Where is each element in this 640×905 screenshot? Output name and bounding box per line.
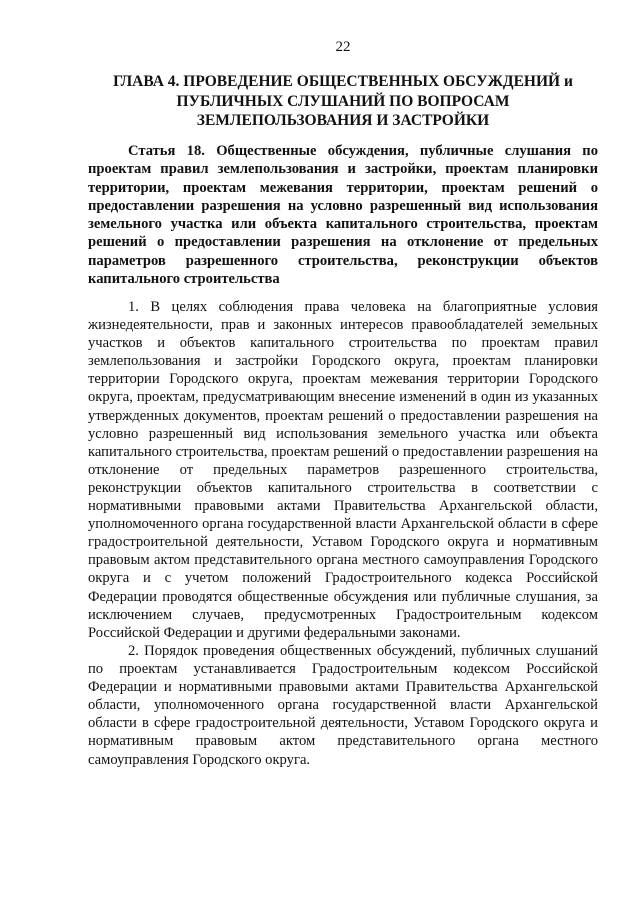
- chapter-title: ГЛАВА 4. ПРОВЕДЕНИЕ ОБЩЕСТВЕННЫХ ОБСУЖДЕНИЙ и ПУБЛИЧНЫХ СЛУШАНИЙ ПО ВОПРОСАМ ЗЕМЛЕПОЛЬЗОВАНИЯ И ЗАСТРОЙКИ: [113, 73, 573, 129]
- paragraph-2: 2. Порядок проведения общественных обсуждений, публичных слушаний по проектам устанавливается Градостроительным кодексом Российской Федерации и нормативными правовыми актами Правительства Архангельской области, уполномоченного органа государственной власти Архангельской области в сфере градостроительной деятельности, Уставом Городского округа и нормативным правовым актом представительного органа местного самоуправления Городского округа.: [88, 643, 598, 768]
- article-title: Статья 18. Общественные обсуждения, публичные слушания по проектам правил землепользования и застройки, проектам планировки территории, проектам межевания территории, проектам решений о предоставлении разрешения на условно разрешенный вид использования земельного участка или объекта капитального строительства, проектам решений о предоставлении разрешения на отклонение от предельных параметров разрешенного строительства, реконструкции объектов капитального строительства: [88, 143, 598, 288]
- page-number: 22: [335, 39, 351, 55]
- paragraph-1: 1. В целях соблюдения права человека на благоприятные условия жизнедеятельности, прав и законных интересов правообладателей земельных участков и объектов капитального строительства по проектам правил землепользования и застройки Городского округа, проектам планировки территории Городского округа, проектам межевания территории Городского округа, проектам, предусматривающим внесение изменений в один из указанных утвержденных документов, проектам решений о предоставлении разрешения на условно разрешенный вид использования земельного участка или объекта капитального строительства, проектам решений о предоставлении разрешения на отклонение от предельных параметров разрешенного строительства, реконструкции объектов капитального строительства в соответствии с нормативными правовыми актами Правительства Архангельской области, уполномоченного органа государственной власти Архангельской области в сфере градостроительной деятельности, Уставом Городского округа и нормативным правовым актом представительного органа местного самоуправления Городского округа и с учетом положений Градостроительного кодекса Российской Федерации проводятся общественные обсуждения или публичные слушания, за исключением случаев, предусмотренных Градостроительным кодексом Российской Федерации и другими федеральными законами.: [88, 299, 598, 641]
